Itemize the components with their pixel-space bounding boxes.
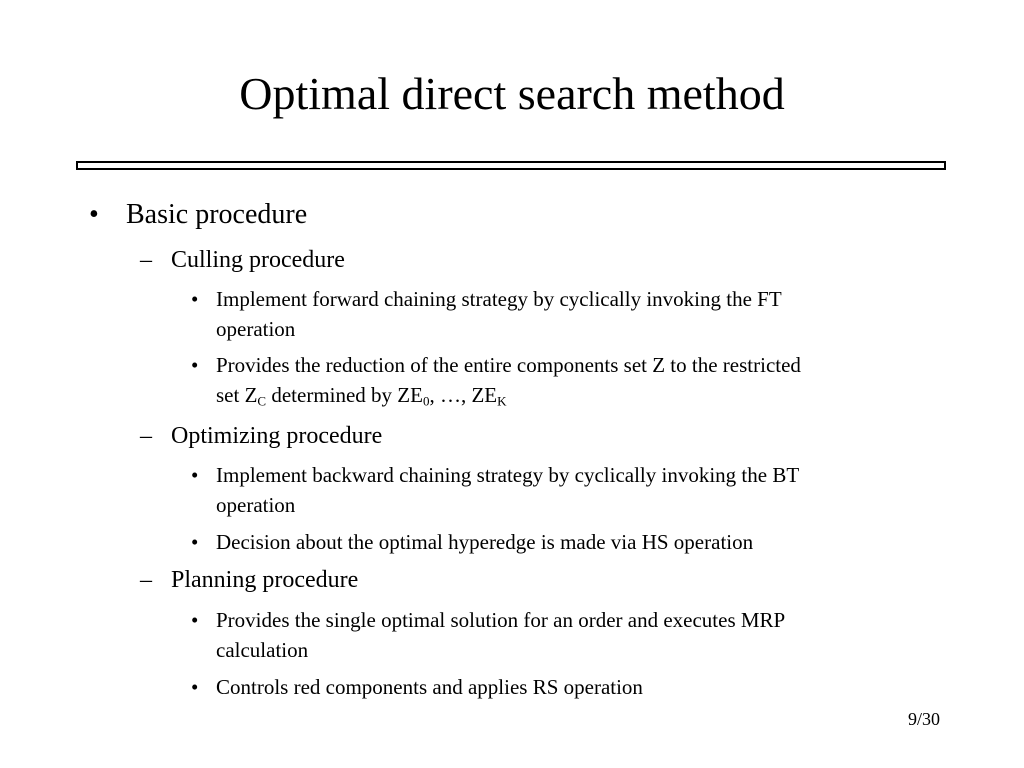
text-fragment: determined by ZE — [266, 383, 423, 407]
bullet-text-line: Provides the reduction of the entire components set Z to the restricted — [216, 353, 801, 377]
bullet-text-line: Implement backward chaining strategy by cyclically invoking the BT — [216, 463, 800, 487]
bullet-marker: • — [191, 287, 199, 311]
bullet-marker: • — [191, 353, 199, 377]
dash-marker: – — [140, 567, 152, 593]
text-fragment: set Z — [216, 383, 258, 407]
text-fragment: , …, ZE — [429, 383, 498, 407]
slide-title: Optimal direct search method — [239, 68, 785, 119]
bullet-text-line: Decision about the optimal hyperedge is made via HS operation — [216, 530, 754, 554]
subscript: K — [497, 393, 507, 409]
bullet-marker: • — [191, 675, 199, 699]
bullet-text-line: Provides the single optimal solution for an order and executes MRP — [216, 608, 786, 632]
bullet-text-line: operation — [216, 317, 296, 341]
subscript: 0 — [422, 393, 430, 409]
bullet-text-line: operation — [216, 493, 296, 517]
page-number: 9/30 — [907, 709, 940, 729]
bullet-marker: • — [191, 463, 199, 487]
bullet-text-line — [216, 380, 507, 410]
bullet-marker: • — [191, 608, 199, 632]
bullet-text: Culling procedure — [171, 247, 345, 273]
bullet-marker: • — [89, 199, 99, 230]
bullet-text: Basic procedure — [126, 199, 308, 230]
bullet-text-line: calculation — [216, 638, 309, 662]
dash-marker: – — [140, 247, 152, 273]
bullet-text-line: Controls red components and applies RS operation — [216, 675, 643, 699]
dash-marker: – — [140, 423, 152, 449]
bullet-text-line: Implement forward chaining strategy by cyclically invoking the FT — [216, 287, 782, 311]
bullet-text: Optimizing procedure — [171, 423, 383, 449]
bullet-text: Planning procedure — [171, 567, 359, 593]
subscript: C — [257, 393, 267, 409]
bullet-marker: • — [191, 530, 199, 554]
